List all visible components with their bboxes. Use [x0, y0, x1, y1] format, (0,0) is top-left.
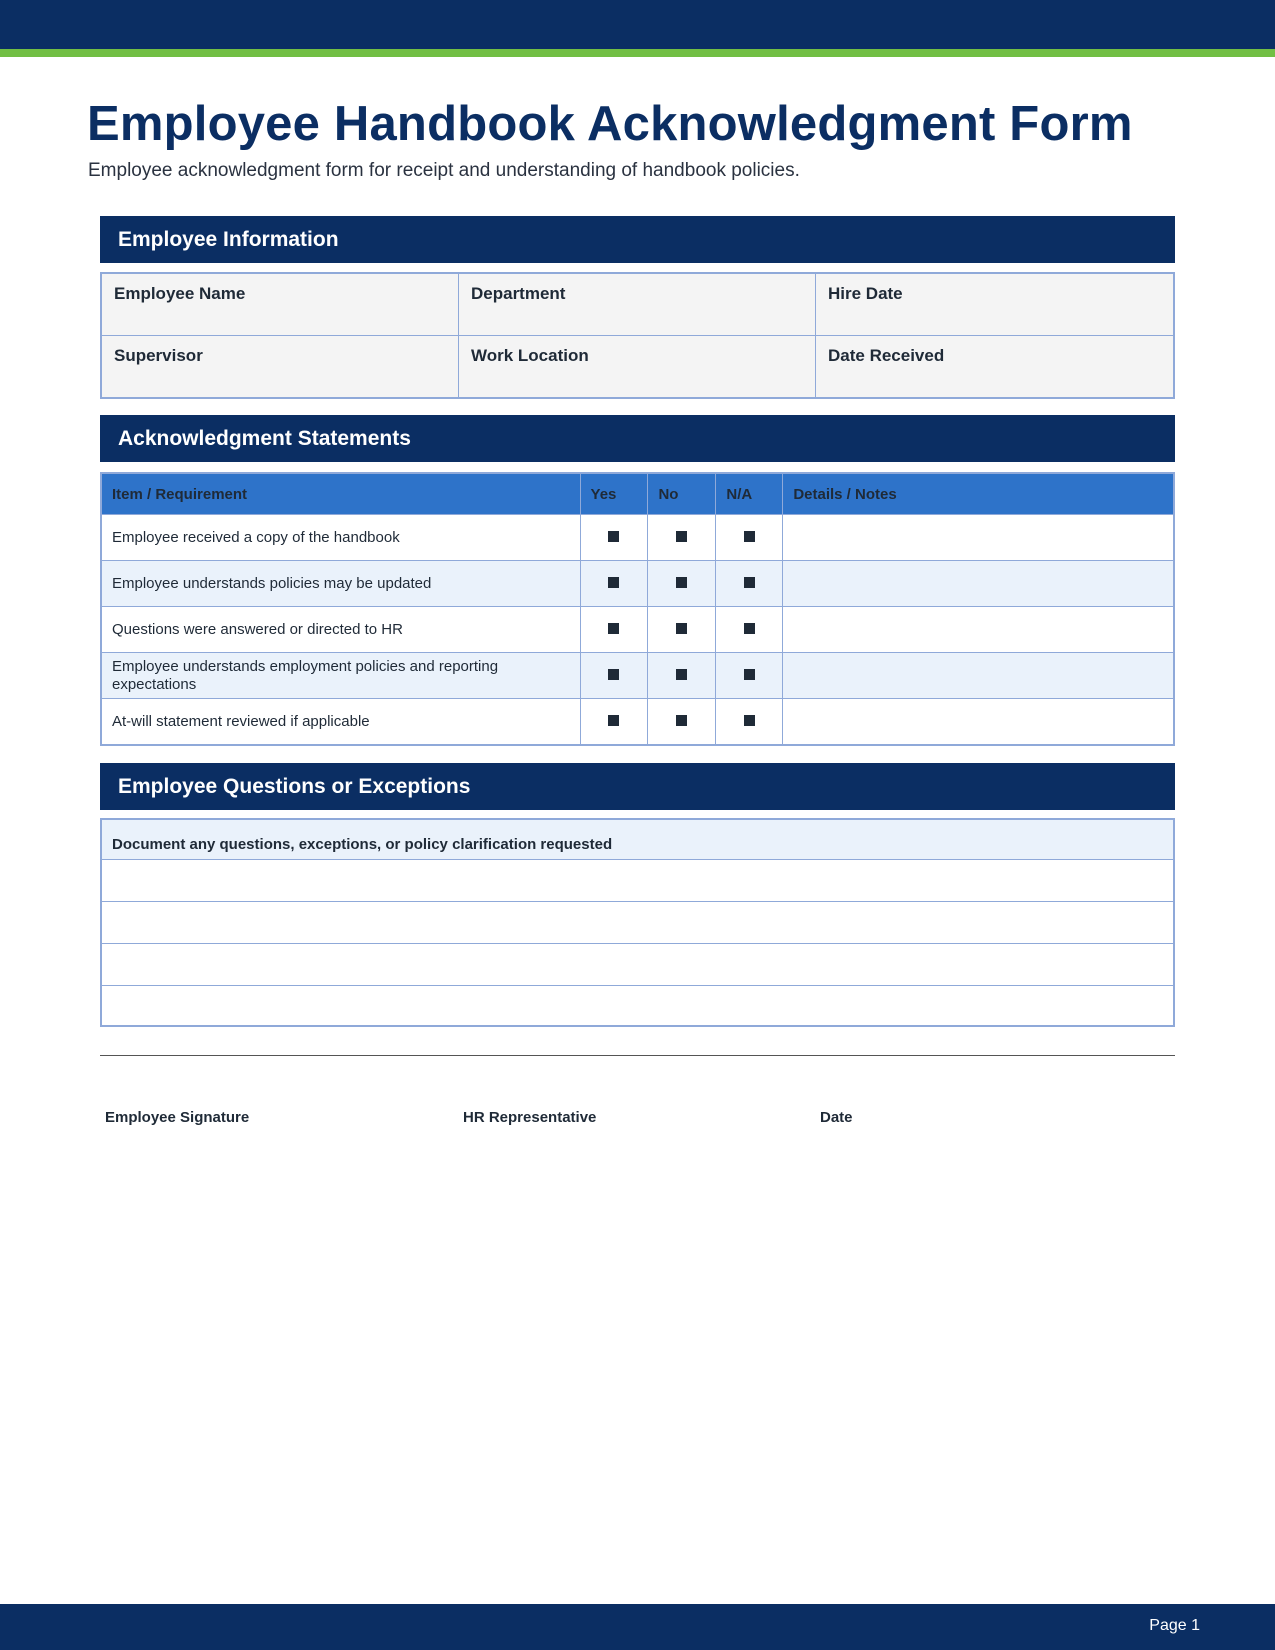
questions-box [100, 818, 1175, 1027]
na-checkbox[interactable] [716, 515, 783, 561]
column-header-details: Details / Notes [783, 473, 1174, 515]
details-notes-cell[interactable] [783, 699, 1174, 746]
questions-line[interactable] [102, 860, 1173, 902]
checkbox-square-icon [608, 577, 619, 588]
na-checkbox[interactable] [716, 607, 783, 653]
yes-checkbox[interactable] [580, 699, 648, 746]
no-checkbox[interactable] [648, 561, 716, 607]
hr-representative-label: HR Representative [463, 1109, 597, 1126]
section-header-acknowledgment: Acknowledgment Statements [100, 415, 1175, 462]
na-checkbox[interactable] [716, 561, 783, 607]
checkbox-square-icon [676, 577, 687, 588]
checkbox-square-icon [744, 623, 755, 634]
table-row [101, 699, 1174, 746]
requirement-text: Employee received a copy of the handbook [101, 515, 580, 561]
requirement-text: Employee understands employment policies and reporting expectations [101, 653, 580, 699]
questions-line[interactable] [102, 944, 1173, 986]
requirement-text: At-will statement reviewed if applicable [101, 699, 580, 746]
checkbox-square-icon [608, 531, 619, 542]
table-row [101, 561, 1174, 607]
column-header-item: Item / Requirement [101, 473, 580, 515]
page-title: Employee Handbook Acknowledgment Form [87, 97, 1133, 151]
checkbox-square-icon [744, 577, 755, 588]
page-subtitle: Employee acknowledgment form for receipt and understanding of handbook policies. [88, 160, 800, 181]
column-header-no: No [648, 473, 716, 515]
questions-line[interactable] [102, 902, 1173, 944]
no-checkbox[interactable] [648, 699, 716, 746]
no-checkbox[interactable] [648, 653, 716, 699]
details-notes-cell[interactable] [783, 561, 1174, 607]
hire-date-field[interactable]: Hire Date [816, 274, 1173, 336]
top-accent-stripe [0, 49, 1275, 57]
employee-signature-label: Employee Signature [105, 1109, 250, 1126]
details-notes-cell[interactable] [783, 515, 1174, 561]
date-received-field[interactable]: Date Received [828, 345, 945, 365]
requirement-text: Questions were answered or directed to HR [101, 607, 580, 653]
checkbox-square-icon [608, 623, 619, 634]
questions-line[interactable] [102, 986, 1173, 1028]
work-location-field[interactable]: Work Location [459, 336, 816, 398]
footer-bar [0, 1604, 1275, 1650]
checkbox-square-icon [676, 531, 687, 542]
signature-line [100, 1055, 1175, 1056]
yes-checkbox[interactable] [580, 515, 648, 561]
table-row [101, 653, 1174, 699]
department-field[interactable]: Department [459, 274, 816, 336]
table-row [101, 607, 1174, 653]
checkbox-square-icon [744, 531, 755, 542]
yes-checkbox[interactable] [580, 653, 648, 699]
column-header-na: N/A [716, 473, 783, 515]
details-notes-cell[interactable] [783, 607, 1174, 653]
yes-checkbox[interactable] [580, 607, 648, 653]
details-notes-cell[interactable] [783, 653, 1174, 699]
acknowledgment-table [100, 472, 1175, 746]
employee-name-field[interactable]: Employee Name [102, 274, 459, 336]
page-number: Page 1 [1149, 1617, 1200, 1634]
checkbox-square-icon [744, 715, 755, 726]
employee-info-grid [100, 272, 1175, 399]
section-header-employee-info: Employee Information [100, 216, 1175, 263]
checkbox-square-icon [608, 669, 619, 680]
checkbox-square-icon [744, 669, 755, 680]
checkbox-square-icon [676, 715, 687, 726]
no-checkbox[interactable] [648, 515, 716, 561]
requirement-text: Employee understands policies may be updated [101, 561, 580, 607]
column-header-yes: Yes [580, 473, 648, 515]
no-checkbox[interactable] [648, 607, 716, 653]
yes-checkbox[interactable] [580, 561, 648, 607]
na-checkbox[interactable] [716, 699, 783, 746]
table-row [101, 515, 1174, 561]
checkbox-square-icon [676, 669, 687, 680]
signature-date-label: Date [820, 1109, 853, 1126]
supervisor-field[interactable]: Supervisor [102, 336, 459, 398]
section-header-questions: Employee Questions or Exceptions [100, 763, 1175, 810]
questions-label: Document any questions, exceptions, or policy clarification requested [102, 820, 1173, 860]
checkbox-square-icon [676, 623, 687, 634]
top-banner [0, 0, 1275, 49]
checkbox-square-icon [608, 715, 619, 726]
na-checkbox[interactable] [716, 653, 783, 699]
table-header-row [101, 473, 1174, 515]
